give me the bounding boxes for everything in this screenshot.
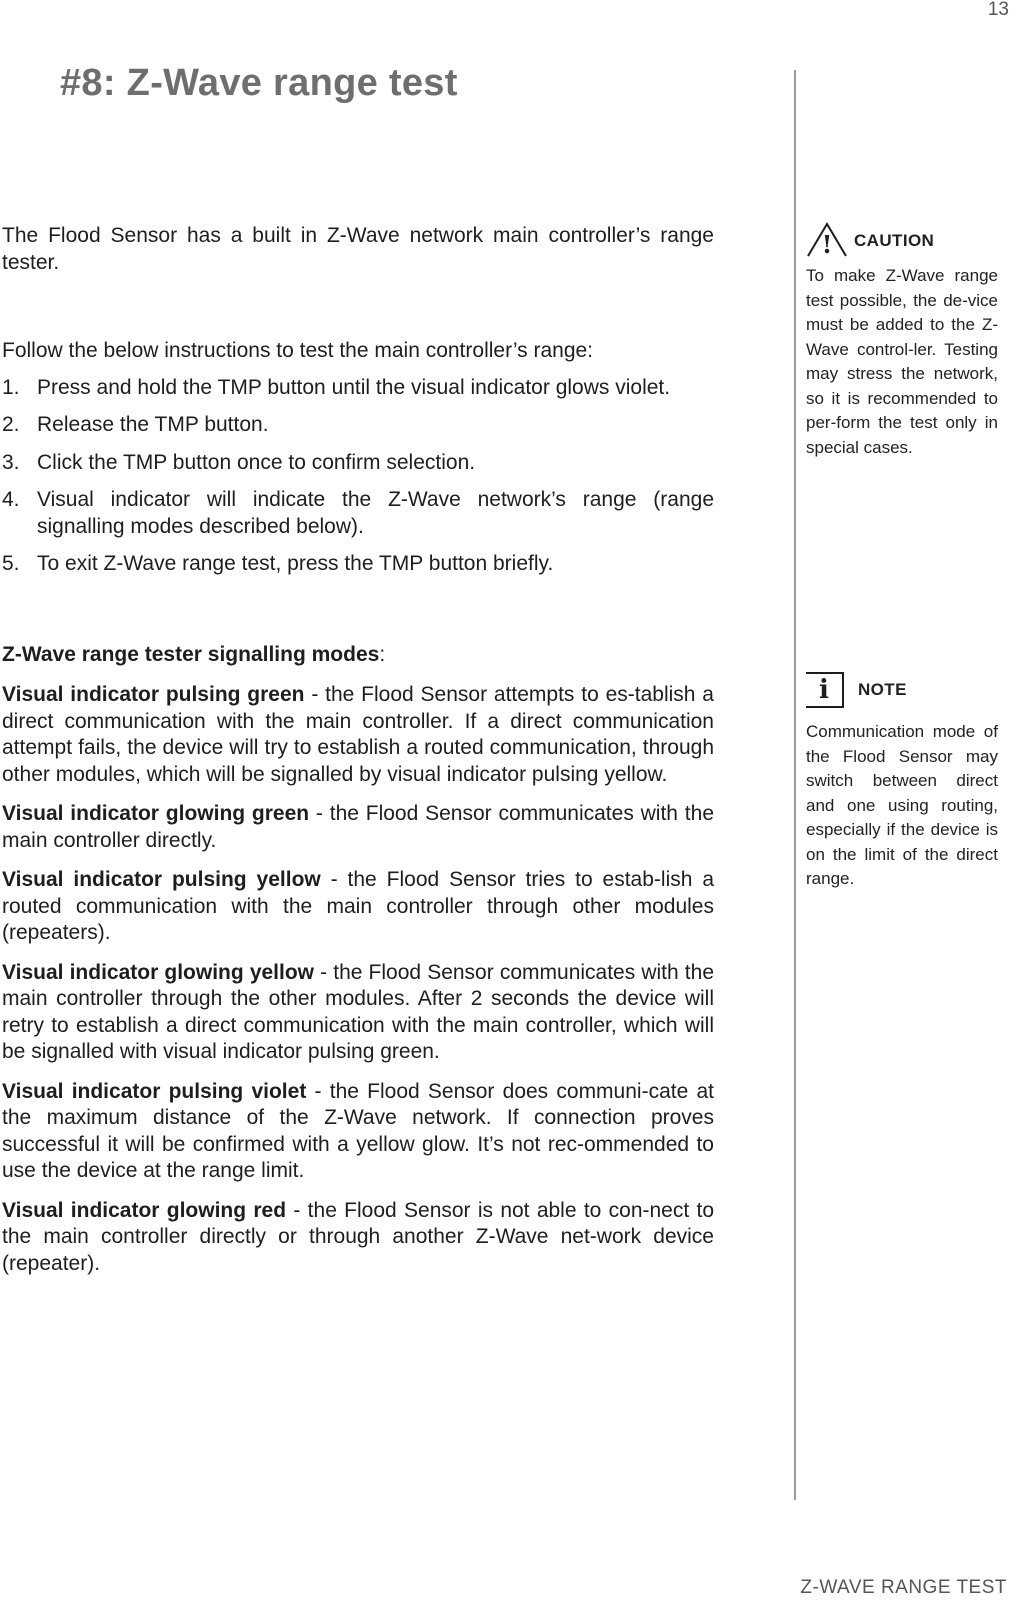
info-icon: i (806, 672, 844, 708)
mode-description: - the Flood Sensor communicates with the main controller through the other modules. After 2 seconds the device will retry to establish a direct communication with the main controller, which will be signalled with visual indicator pulsing green. (2, 960, 714, 1063)
step-item (2, 412, 714, 439)
mode-pulsing-yellow (2, 867, 714, 947)
mode-label: Visual indicator glowing red (2, 1198, 287, 1222)
step-item (2, 487, 714, 540)
caution-header (806, 222, 998, 262)
svg-text:!: ! (821, 230, 833, 258)
mode-description: - the Flood Sensor does communi-cate at the maximum distance of the Z-Wave network. If connection proves successful it will be confirmed with a yellow glow. It’s not rec-ommended to use the device at the range limit. (2, 1079, 714, 1182)
steps-list (2, 375, 714, 578)
step-item (2, 450, 714, 477)
mode-description: - the Flood Sensor communicates with the main controller directly. (2, 802, 714, 852)
mode-pulsing-green (2, 682, 714, 788)
note-label: NOTE (858, 680, 907, 699)
modes-heading-label: Z-Wave range tester signalling modes (2, 642, 380, 666)
caution-label: CAUTION (854, 231, 935, 250)
mode-glowing-green (2, 801, 714, 854)
main-content (2, 223, 714, 1290)
step-text: To exit Z-Wave range test, press the TMP button briefly. (37, 552, 554, 575)
step-text: Press and hold the TMP button until the visual indicator glows violet. (37, 375, 671, 399)
step-item (2, 551, 714, 578)
step-number: 1. (2, 375, 20, 399)
mode-description: - the Flood Sensor attempts to es-tablish a direct communication with the main controller. If a direct communication attempt fails, the device will try to establish a routed communication, through other modules, which will be signalled by visual indicator pulsing yellow. (2, 683, 714, 786)
note-header (806, 672, 998, 712)
modes-heading (2, 642, 714, 669)
warning-triangle-icon (806, 222, 848, 258)
step-number: 5. (2, 552, 20, 575)
mode-label: Visual indicator glowing green (2, 802, 310, 825)
section-footer: Z-WAVE RANGE TEST (800, 1577, 1007, 1598)
step-number: 4. (2, 488, 20, 511)
mode-label: Visual indicator pulsing violet (2, 1079, 307, 1103)
caution-box (806, 222, 998, 460)
page-title: #8: Z-Wave range test (60, 62, 458, 104)
step-number: 2. (2, 413, 20, 436)
mode-label: Visual indicator pulsing green (2, 683, 305, 706)
caution-text: To make Z-Wave range test possible, the de-vice must be added to the Z-Wave control-ler. Testing may stress the network, so it is recommended to per-form the test only in special cases. (806, 266, 998, 457)
mode-description: - the Flood Sensor tries to estab-lish a routed communication with the main controller through other modules (repeaters). (2, 868, 714, 944)
mode-label: Visual indicator glowing yellow (2, 960, 315, 984)
step-number: 3. (2, 450, 20, 474)
step-text: Visual indicator will indicate the Z-Wave network’s range (range signalling modes described below). (37, 488, 714, 538)
page-number: 13 (987, 0, 1009, 20)
mode-glowing-yellow (2, 960, 714, 1066)
mode-label: Visual indicator pulsing yellow (2, 868, 321, 891)
step-text: Click the TMP button once to confirm selection. (37, 450, 476, 474)
mode-description: - the Flood Sensor is not able to con-nect to the main controller directly or through another Z-Wave net-work device (repeater). (2, 1198, 715, 1275)
mode-glowing-red (2, 1198, 714, 1278)
instructions-lead: Follow the below instructions to test the main controller’s range: (2, 339, 594, 362)
step-item (2, 375, 714, 402)
mode-pulsing-violet (2, 1079, 714, 1185)
column-divider (794, 70, 796, 1500)
step-text: Release the TMP button. (37, 413, 269, 436)
note-box (806, 672, 998, 892)
note-text: Communication mode of the Flood Sensor may switch between direct and one using routing, especially if the device is on the limit of the direct range. (806, 722, 998, 888)
intro-paragraph: The Flood Sensor has a built in Z-Wave network main controller’s range tester. (2, 224, 714, 274)
modes-heading-colon: : (379, 642, 386, 666)
